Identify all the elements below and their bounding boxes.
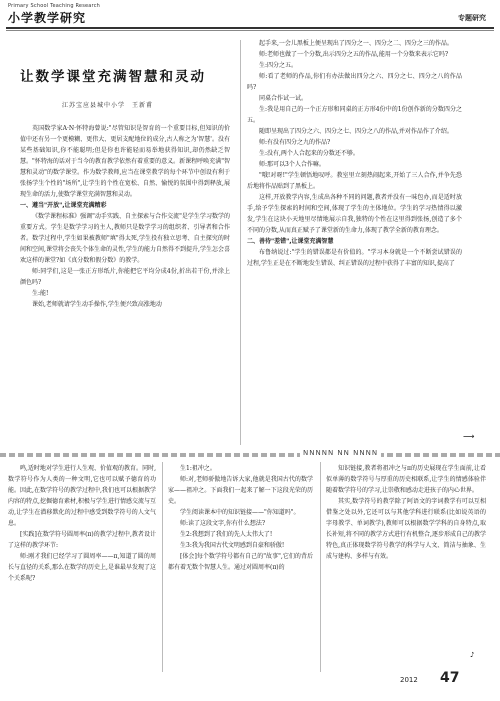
separator-ornament: NNNNN NN NNNN: [300, 449, 381, 457]
paragraph: 生:没有,两个人合起来的分数还不够。: [259, 150, 359, 157]
paragraph: 布鲁纳说过:"学生的错误都是有价值的。"学习本身就是一个不断尝试错误的过程,学生正是在不断地发生错误、纠正错误的过程中获得了丰富的知识,提高了: [247, 249, 462, 267]
header-rule: [6, 27, 494, 29]
paragraph: 起手来,一会儿黑板上便呈现出了四分之一、四分之二、四分之三的作品。: [259, 40, 453, 47]
paragraph: 师:读了这段文字,你有什么想法?: [180, 520, 266, 527]
upper-left-column: [20, 123, 230, 310]
section-separator: [0, 453, 500, 457]
paragraph: 师:有没有四分之九的作品?: [259, 139, 331, 146]
section-label: 专题研究: [458, 14, 486, 22]
paragraph: 同桌合作试一试。: [259, 95, 308, 102]
section-heading: 一、遵当"开放",让课堂充满精彩: [20, 202, 107, 209]
article-title: 让数学课堂充满智慧和灵动: [20, 69, 206, 85]
lower-column-3: [326, 463, 486, 562]
page-number: 47: [440, 670, 460, 686]
column-divider: [320, 462, 321, 672]
article-byline: 江苏宝应县城中小学 王新甫: [62, 102, 154, 109]
paragraph: 师:刚才我们已经学习了圆周率——π,知道了圆的周长与直径的关系,那么在数学的历史上,是谁最早发现了这个关系呢?: [8, 553, 156, 582]
issue-year: 2012: [400, 676, 418, 684]
paragraph: "哦!对呀!"学生顿悟地叹呼。教室里立刻热闹起来,开始了三人合作,并争先恐后地将作品贴到了黑板上。: [247, 172, 462, 190]
paragraph: 鸣,适时地对学生进行人生观、价值观的教育。同时,数学符号作为人类的一种文明,它也可以赋予德育的功能。因此,在数学符号的教学过程中,我们也可以根据教学内容的特点,挖掘德育素材,积极与学生进行情感交流与互动,让学生在潜移默化的过程中感受到数学符号的人文气息。: [8, 465, 156, 527]
paragraph: 其实,数学符号的教学除了阿语文的字词教学有可以互相借鉴之处以外,它还可以与其他学科进行联系(比如说英语的字母教学、单词教学),教师可以根据数学学科的自身特点,取长补短,将不同的教学方式进行有机整合,逐步形成自己的教学特色,真正体现数学符号教学的科学与人文、简洁与抽象、生成与建构、多样与有效。: [326, 498, 486, 560]
column-divider: [240, 40, 241, 445]
paragraph: 课始,老师就请学生动手操作,学生便兴致高涨地动: [32, 301, 162, 308]
paragraph: 生3:我为我国古代文明感到自豪和骄傲!: [180, 542, 285, 549]
paragraph: 生:我是用自己的一个正方形和同桌的正方形4份中的1份创作新的分数四分之五。: [247, 106, 462, 124]
continue-arrow-icon: ⟶: [463, 432, 475, 441]
paragraph: [实践]在数学符号圆周率(π)的教学过程中,教者设计了这样的教学环节:: [8, 531, 156, 549]
paragraph: 生:能!: [32, 290, 49, 297]
paragraph: 师:老师也做了一个分数,出示四分之五的作品,能用一个分数来表示它吗?: [259, 51, 449, 58]
paragraph: 师:那可以3个人合作嘛。: [259, 161, 325, 168]
paragraph: 《数学课程标准》强调"动手实践、自主探索与合作交流"是学生学习数学的重要方式。学生是数学学习的主人,教师只是数学学习的组织者、引导者和合作者。数学过程中,学生如果被教师"填"得太死,学生投有独立思考、自主探究的时间和空间,课堂将会丧失个体生命的灵性,学生的能力自然得不到提升,学生怎会喜欢这样的课堂?如《真分数和假分数》的教学。: [20, 213, 230, 264]
header-rule-thin: [6, 30, 494, 31]
end-mark-icon: ♪: [470, 651, 475, 659]
journal-english-name: Primary School Teaching Research: [8, 3, 101, 9]
lower-column-2: [168, 463, 313, 573]
paragraph: 英国数学家A·N·怀特海曾说:"尽管知识是智育的一个重要目标,但知识的价值中还有另一个更模糊、更伟大、更居支配地位的成分,古人称之为'智慧'。没有某些基础知识,你不能聪明;但是你也许能轻而易举地获得知识,却仍然缺乏智慧。"怀特海的话对于当今的教育教学依然有着重要的意义。新课程呼唤充满"智慧和灵动"的数学课堂。作为数学教师,应当在课堂教学的每个环节中创设有利于张扬学生个性的"场所",让学生的个性在宽松、自然、愉悦的氛围中得到释放,展现生命的活力,使数学课堂充满智慧和灵动。: [20, 125, 230, 198]
section-heading: 二、善待"差错",让课堂充满智慧: [247, 238, 334, 245]
paragraph: 师:看了老师的作品,你们有办法做出四分之六、四分之七、四分之八的作品吗?: [247, 73, 462, 91]
journal-chinese-name: 小学教学研究: [8, 11, 87, 25]
paragraph: 随即呈现出了四分之六、四分之七、四分之八的作品,并对作品作了介绍。: [259, 128, 453, 135]
paragraph: 师:同学们,这是一张正方形纸片,你能把它平均分成4份,折出若干份,并涂上颜色吗?: [20, 268, 230, 286]
paragraph: 生:四分之五。: [259, 62, 298, 69]
column-divider: [162, 462, 163, 672]
paragraph: 这样,开放教学内容,生成出各种不同的问题,教者并没有一味包办,而是适时放手,给予学生探索的时间和空间,体现了学生的主体地位。学生的学习热情得以激发,学生在这块小天地里尽情地展示自我,独特的个性在这里得到张扬,创造了多个不同的分数,从而真正赋予了课堂新的生命力,体现了教学全新的教育理念。: [247, 194, 462, 234]
paragraph: [体会]每个数学符号都有自己的"故事",它们的背后都有着无数个智慧人生。通过对圆周率(π)的: [168, 553, 313, 571]
upper-right-column: [247, 38, 462, 269]
paragraph: 生1:祖冲之。: [180, 465, 216, 472]
paragraph: 师:对,老师骄傲地告诉大家,他就是我国古代的数学家——祖冲之。下面我们一起来了解一下这段光荣的历史。: [168, 476, 313, 505]
paragraph: 学生阅读课本中的知识链接——"你知道吗"。: [180, 509, 300, 516]
paragraph: 生2:我想到了我们的先人太伟大了!: [180, 531, 273, 538]
lower-column-1: [8, 463, 156, 584]
paragraph: 知识链接,教者将祖冲之与π的历史展现在学生面前,让看似单薄的数学符号与厚重的历史相联系,让学生的情感体验伴随着数学符号的学习,让崇敬和感动走进孩子的内心世界。: [326, 465, 486, 494]
